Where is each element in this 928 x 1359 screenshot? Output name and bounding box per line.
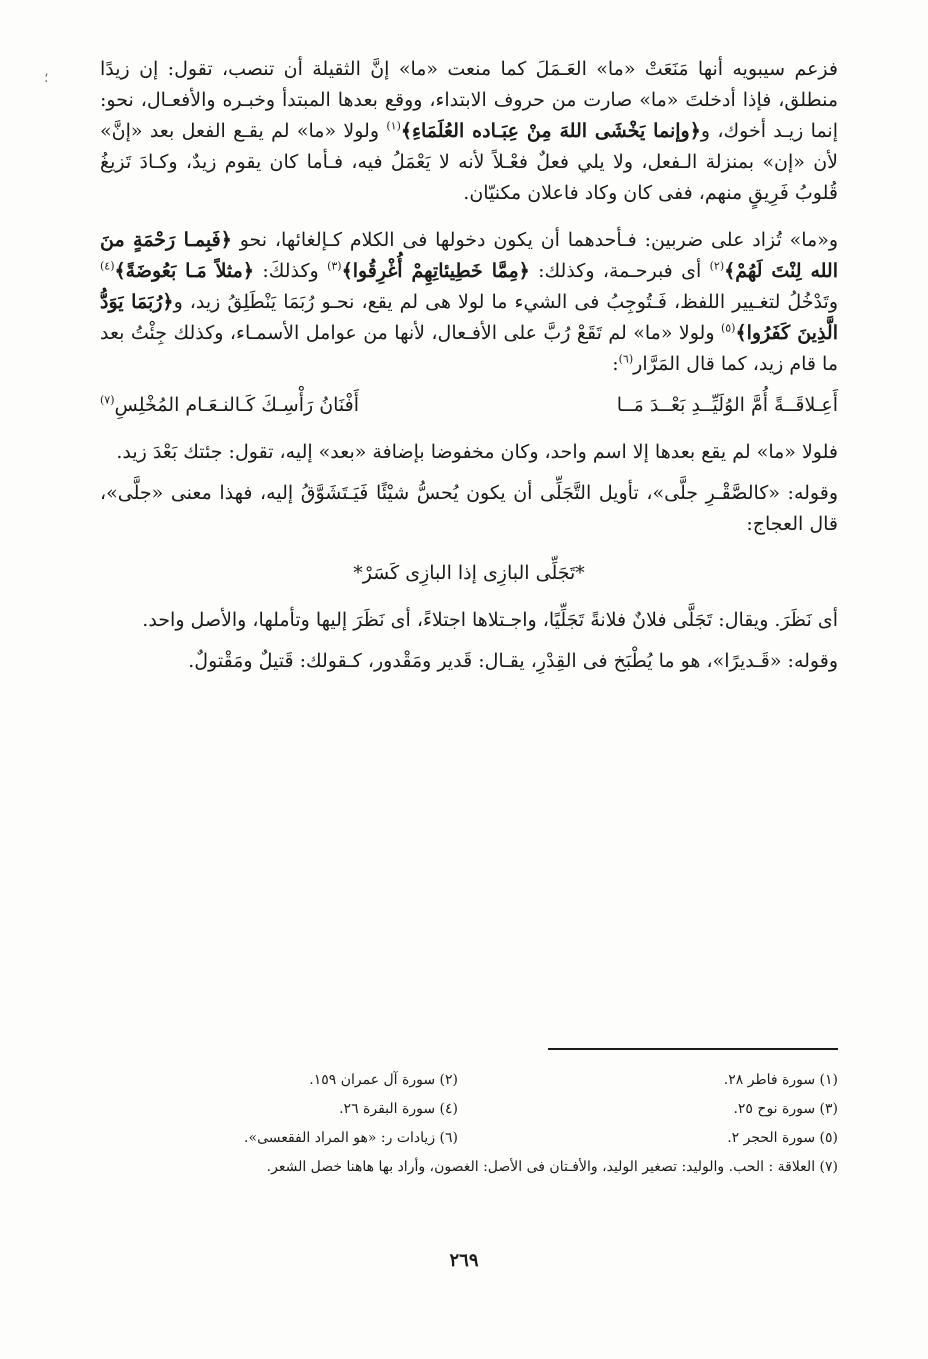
paragraph-6: وقوله: «قَـديرًا»، هو ما يُطْبَخ فى القِدْرِ، يقـال: قَدير ومَقْدور، كـقولك: قَتيلٌ ومَقْتولٌ. xyxy=(188,650,838,672)
footnotes xyxy=(100,1066,838,1182)
footnote-6: (٦) زيادات ر: «هو المراد الفقعسى». xyxy=(244,1130,458,1146)
verse-text: أَفْنَانُ رَأْسِـكَ كَـالنـعَـام المُخْلِسِ xyxy=(114,394,360,416)
footnote-2: (٢) سورة آل عمران ١٥٩. xyxy=(309,1072,458,1088)
quran-quote: ﴿فَبِمـا رَحْمَةٍ منَ الله لِنْتَ لَهُمْ﴾ xyxy=(100,229,838,282)
quran-quote: ﴿رُبَمَا يَوَدُّ الَّذِينَ كَفَرُوا﴾ xyxy=(100,291,838,344)
text: : xyxy=(612,353,619,375)
margin-mark: ؛ xyxy=(44,70,49,86)
footnote-divider xyxy=(548,1048,838,1050)
footnote-ref[interactable]: (١) xyxy=(386,119,401,133)
footnote-ref[interactable]: (٧) xyxy=(100,393,115,407)
quran-quote: ﴿وإنما يَخْشَى اللهَ مِنْ عِبَـاده العُلَمَاءِ﴾ xyxy=(400,120,701,142)
footnote-row xyxy=(100,1066,838,1095)
text: ولولا «ما» لم يقـع الفعل بعد «إنَّ» لأن «إن» بمنزلة الـفعل، ولا يلي فعلٌ فعْـلاً لأنه لا يَعْمَلُ فيه، فـأما كان يقوم زيدٌ، وكـادَ تَزيغُ قُلوبُ فَرِيقٍ منهم، ففى كان وكاد فاعلان مكنيّان. xyxy=(100,120,838,204)
footnote-5: (٥) سورة الحجر ٢. xyxy=(727,1130,838,1146)
footnote-3: (٣) سورة نوح ٢٥. xyxy=(733,1101,838,1117)
text: وتَدْخُلُ لتغـيير اللفظ، فَـتُوجِبُ فى الشيء ما لولا هى لم يقع، نحـو رُبَمَا يَنْطَلِقُ زيد، و xyxy=(173,291,838,313)
text: فزعم سيبويه أنها مَنَعَتْ «ما» العَـمَلَ كما منعت «ما» إنَّ الثقيلة أن تنصب، تقول: إن زيدًا منطلق، فإذا أدخلتَ «ما» صارت من حروف الابتداء، ووقع بعدها المبتدأ وخبـره والأفعـال، نحو: إنما زيـد أخوك، و xyxy=(100,58,838,142)
footnote-ref[interactable]: (٥) xyxy=(720,321,736,335)
footnote-7: (٧) العلاقة : الحب. والوليد: تصغير الوليد، والأفـتان فى الأصل: الغصون، وأراد بها هاهنا خصل الشعر. xyxy=(266,1159,838,1175)
footnote-1: (١) سورة فاطر ٢٨. xyxy=(723,1072,838,1088)
text: ولولا «ما» لم تَقَعْ رُبَّ على الأفـعال، لأنها من عوامل الأسمـاء، وكذلك جِئْتُ بعد ما قام زيد، كما قال المَرَّار xyxy=(100,322,838,375)
footnote-ref[interactable]: (٢) xyxy=(709,259,725,273)
footnote-ref[interactable]: (٣) xyxy=(327,259,342,273)
quran-quote: ﴿مِمَّا خَطِيئاتِهِمْ أُغْرِقُوا﴾ xyxy=(341,260,530,282)
rajaz-verse: *تَجَلِّى البازِى إذا البازِى كَسَرْ* xyxy=(353,562,585,584)
text: أى فبرحـمة، وكذلك: xyxy=(529,260,710,282)
paragraph-3: فلولا «ما» لم يقع بعدها إلا اسم واحد، وكان مخفوضا بإضافة «بعد» إليه، تقول: جئتك بَعْدَ زيد. xyxy=(116,441,838,463)
footnote-row xyxy=(100,1095,838,1124)
footnote-4: (٤) سورة البقرة ٢٦. xyxy=(339,1101,458,1117)
verse-first-hemistich: أَعِـلاقَــةً أُمَّ الوُلَيِّــدِ بَعْــدَ مَــا xyxy=(616,394,838,416)
text: وكذلكَ: xyxy=(253,260,328,282)
paragraph-5: أى نَظَرَ. ويقال: تَجَلَّى فلانٌ فلانةً تَجَلِّيًا، واجـتلاها اجتلاءً، أى نَظَرَ إليها وتأملها، والأصل واحد. xyxy=(142,609,838,631)
footnote-row xyxy=(100,1124,838,1153)
main-text xyxy=(100,54,838,677)
quran-quote: ﴿مثلاً مَـا بَعُوضَةً﴾ xyxy=(114,260,254,282)
page-number: ٢٦٩ xyxy=(449,1250,479,1271)
poetry-verse xyxy=(100,390,838,421)
footnote-ref[interactable]: (٤) xyxy=(100,259,115,273)
paragraph-2 xyxy=(100,225,838,380)
paragraph-1 xyxy=(100,54,838,209)
verse-second-hemistich xyxy=(100,390,359,421)
footnote-ref[interactable]: (٦) xyxy=(618,352,634,366)
text: و«ما» تُزاد على ضربين: فـأحدهما أن يكون دخولها فى الكلام كـإلغائها، نحو xyxy=(231,229,838,251)
paragraph-4: وقوله: «كالصَّقْـرِ جلَّى»، تأويل التَّجَلِّى أن يكون يُحسُّ شيْئًا فَيَـتَشَوَّقُ إليه، فهذا معنى «جلَّى»، قال العجاج: xyxy=(100,482,838,535)
